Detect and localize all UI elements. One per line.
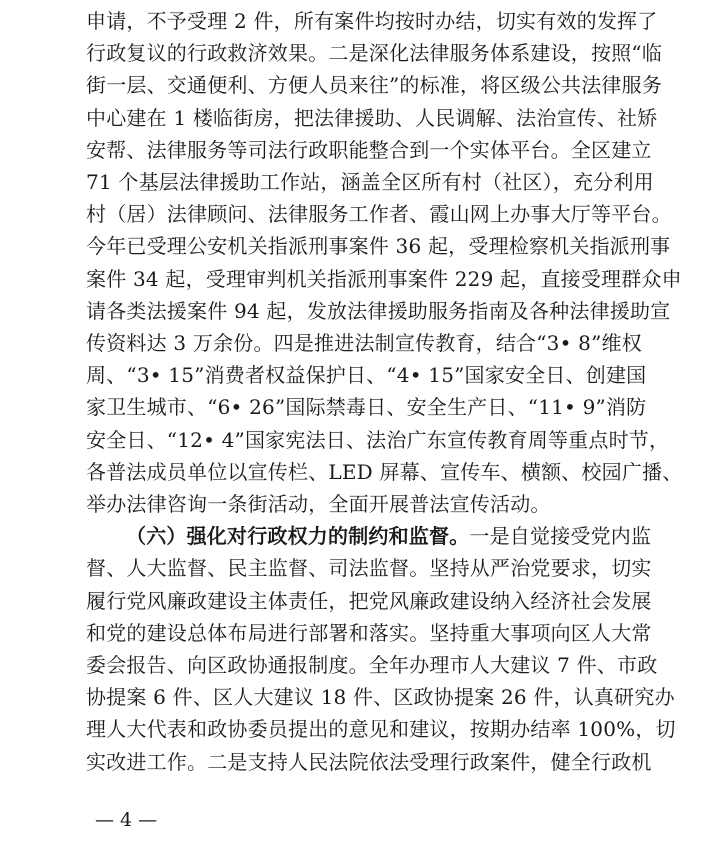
body-text-line: 和党的建设总体布局进行部署和落实。坚持重大事项向区人大常 bbox=[86, 620, 652, 645]
body-text-line: 实改进工作。二是支持人民法院依法受理行政案件，健全行政机 bbox=[86, 749, 652, 774]
section-heading: （六）强化对行政权力的制约和监督。 bbox=[126, 524, 470, 549]
body-text-line: 举办法律咨询一条街活动，全面开展普法宣传活动。 bbox=[86, 492, 551, 516]
body-text-line: 中心建在 1 楼临街房，把法律援助、人民调解、法治宣传、社矫 bbox=[86, 105, 658, 130]
section-heading-line bbox=[126, 521, 652, 551]
body-text-line: 街一层、交通便利、方便人员来往”的标准，将区级公共法律服务 bbox=[86, 73, 663, 98]
body-text-line: 村（居）法律顾问、法律服务工作者、霞山网上办事大厅等平台。 bbox=[86, 202, 672, 227]
body-text-line: 71 个基层法律援助工作站，涵盖全区所有村（社区），充分利用 bbox=[86, 170, 654, 194]
body-text-line: 各普法成员单位以宣传栏、LED 屏幕、宣传车、横额、校园广播、 bbox=[86, 459, 683, 484]
body-text-line: 履行党风廉政建设主体责任，把党风廉政建设纳入经济社会发展 bbox=[86, 588, 652, 613]
body-text-line: 周、“3• 15”消费者权益保护日、“4• 15”国家安全日、创建国 bbox=[86, 363, 647, 388]
body-text-line: 安帮、法律服务等司法行政职能整合到一个实体平台。全区建立 bbox=[86, 137, 652, 162]
page-number: — 4 — bbox=[95, 809, 158, 831]
section-heading-rest: 一是自觉接受党内监 bbox=[469, 524, 652, 549]
body-text-line: 协提案 6 件、区人大建议 18 件、区政协提案 26 件，认真研究办 bbox=[86, 685, 675, 710]
body-text-line: 督、人大监督、民主监督、司法监督。坚持从严治党要求，切实 bbox=[86, 556, 652, 581]
body-text-line: 安全日、“12• 4”国家宪法日、法治广东宣传教育周等重点时节， bbox=[86, 427, 670, 452]
body-text-line: 今年已受理公安机关指派刑事案件 36 起，受理检察机关指派刑事 bbox=[86, 234, 671, 259]
body-text-line: 申请，不予受理 2 件，所有案件均按时办结，切实有效的发挥了 bbox=[86, 9, 658, 33]
body-text-line: 请各类法援案件 94 起，发放法律援助服务指南及各种法律援助宣 bbox=[86, 298, 671, 323]
body-text-line: 案件 34 起，受理审判机关指派刑事案件 229 起，直接受理群众申 bbox=[86, 266, 682, 291]
body-text-line: 家卫生城市、“6• 26”国际禁毒日、安全生产日、“11• 9”消防 bbox=[86, 395, 647, 420]
body-text-line: 委会报告、向区政协通报制度。全年办理市人大建议 7 件、市政 bbox=[86, 653, 658, 677]
body-text-line: 传资料达 3 万余份。四是推进法制宣传教育，结合“3• 8”维权 bbox=[86, 331, 642, 355]
body-text-line: 行政复议的行政救济效果。二是深化法律服务体系建设，按照“临 bbox=[86, 41, 663, 66]
body-text-line: 理人大代表和政协委员提出的意见和建议，按期办结率 100%，切 bbox=[86, 717, 676, 742]
